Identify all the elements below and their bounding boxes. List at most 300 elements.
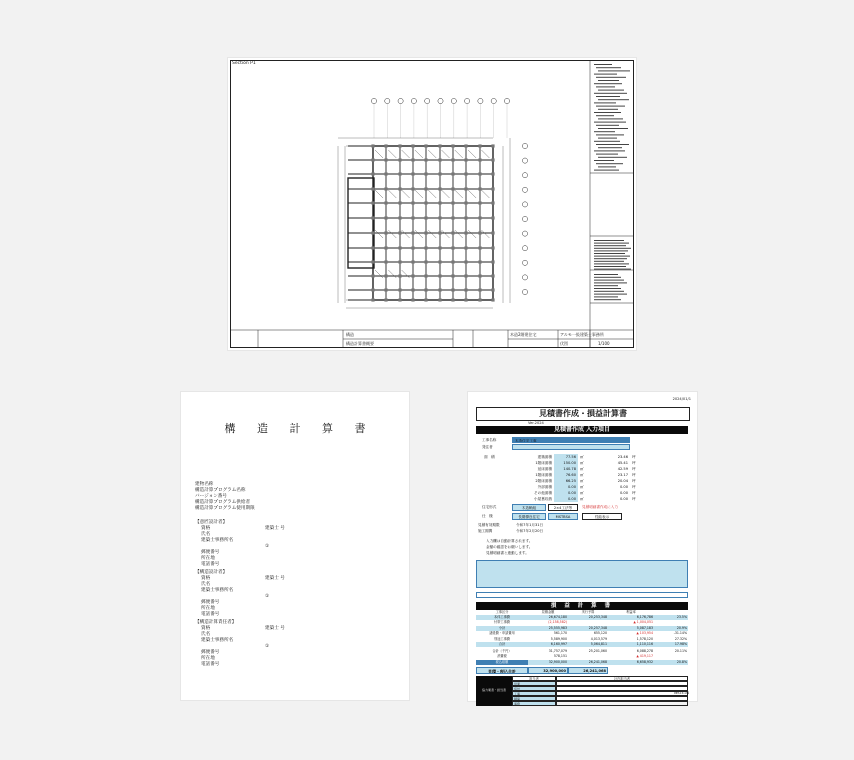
column-mark: [411, 216, 414, 219]
area-unit-m2: ㎡: [580, 461, 584, 465]
column-mark: [398, 231, 401, 234]
summary-row-value: 20,253,348: [568, 615, 608, 620]
column-mark: [384, 187, 387, 190]
column-mark: [478, 288, 481, 291]
area-row-m2: 76.60: [554, 472, 578, 478]
hatch-line: [468, 150, 476, 158]
column-mark: [478, 274, 481, 277]
area-unit-tsubo: 坪: [632, 455, 636, 459]
column-mark: [438, 144, 441, 147]
summary-title: 損 益 計 算 書: [476, 602, 688, 610]
calc-title: 構 造 計 算 書: [224, 422, 375, 435]
column-mark: [411, 260, 414, 263]
column-mark: [438, 158, 441, 161]
floor-plan-graphic: [228, 58, 636, 350]
column-mark: [411, 172, 414, 175]
note-text-line: [594, 102, 616, 103]
calc-section-row: 郵便番号: [201, 600, 220, 605]
note-text-line: [594, 296, 618, 297]
column-mark: [384, 274, 387, 277]
calc-section-heading: 【構造計算責任者】: [195, 620, 237, 625]
column-mark: [478, 246, 481, 249]
title-block-project: 木造2階建住宅: [510, 332, 537, 337]
column-mark: [491, 231, 494, 234]
note-text-line: [598, 99, 629, 100]
note-text-line: [598, 157, 627, 158]
structure-red-note: 見積明細書作成に入力: [582, 505, 618, 509]
note-text-line: [594, 248, 631, 249]
note-text-line: [594, 294, 627, 295]
hatch-line: [481, 150, 489, 158]
note-text-line: [594, 240, 624, 241]
calc-section-row: 電話番号: [201, 562, 220, 567]
column-mark: [411, 158, 414, 161]
column-mark: [464, 246, 467, 249]
summary-row-value: 561,170: [553, 631, 567, 636]
column-mark: [438, 298, 441, 301]
total-row-value: 31,757,079: [548, 649, 567, 653]
column-mark: [438, 231, 441, 234]
column-mark: [451, 201, 454, 204]
area-unit-m2: ㎡: [580, 479, 584, 483]
note-text-line: [594, 258, 627, 259]
column-mark: [424, 172, 427, 175]
note-text-line: [594, 277, 621, 278]
column-mark: [464, 201, 467, 204]
column-mark: [398, 144, 401, 147]
bottom-row: 営業: [512, 681, 556, 686]
column-mark: [384, 246, 387, 249]
summary-row-label: 別途工事費: [494, 636, 510, 641]
area-unit-m2: ㎡: [580, 467, 584, 471]
column-mark: [411, 231, 414, 234]
structural-drawing-sheet[interactable]: [228, 58, 636, 350]
column-mark: [464, 187, 467, 190]
calc-header-line: 構造計算プログラム供給者: [195, 500, 251, 505]
note-text-line: [594, 243, 629, 244]
summary-row-value: ▲ 103,954: [636, 631, 653, 636]
column-mark: [451, 231, 454, 234]
hatch-line: [388, 270, 396, 278]
column-mark: [398, 274, 401, 277]
column-mark: [451, 144, 454, 147]
area-row-name: 建築面積: [537, 455, 552, 459]
calc-section-heading: 【意匠設計者】: [195, 520, 228, 525]
summary-row-value: 5,087,183: [608, 626, 654, 631]
axis-marker-right: [522, 260, 527, 265]
grand-total-a: 32,900,000: [528, 667, 568, 674]
column-mark: [451, 298, 454, 301]
column-mark: [424, 158, 427, 161]
column-mark: [384, 158, 387, 161]
drawing-sheet-label: Section P1: [232, 61, 256, 66]
column-mark: [478, 144, 481, 147]
grand-total-label: 見積・税込合計: [476, 667, 528, 674]
calc-section-row: 資格: [201, 626, 211, 631]
note-text-line: [598, 166, 616, 167]
input-label: 工事名称: [482, 438, 497, 442]
note-text-line: [598, 70, 630, 71]
note-text-line: [594, 112, 621, 113]
column-mark: [384, 260, 387, 263]
estimate-sheet[interactable]: [468, 392, 697, 706]
column-mark: [398, 201, 401, 204]
note-text-line: [594, 93, 627, 94]
column-mark: [438, 187, 441, 190]
area-row-name: 小屋裏収納: [534, 497, 552, 501]
column-mark: [491, 158, 494, 161]
summary-row-value: 1,110,116: [608, 642, 654, 647]
estimate-page-no: 2024/01/1: [672, 397, 691, 401]
summary-row-value: 1,578,120: [636, 636, 653, 641]
summary-row-value: [568, 620, 608, 625]
axis-marker-top: [371, 98, 376, 103]
total-row-label: 合計（千円）: [492, 649, 512, 653]
column-mark: [491, 246, 494, 249]
bottom-row: 積算: [512, 696, 556, 701]
column-mark: [384, 216, 387, 219]
column-mark: [371, 172, 374, 175]
date-value: 令和7年2月20日: [516, 529, 544, 533]
column-mark: [411, 298, 414, 301]
hatch-line: [455, 190, 463, 198]
column-mark: [424, 260, 427, 263]
summary-row-value: 6,176,786: [608, 615, 654, 620]
column-mark: [411, 274, 414, 277]
column-mark: [464, 172, 467, 175]
column-mark: [398, 246, 401, 249]
hatch-line: [428, 150, 436, 158]
summary-row-label: 合計: [476, 642, 528, 647]
note-text-line: [596, 163, 623, 164]
hatch-line: [468, 230, 476, 238]
note-text-line: [594, 266, 626, 267]
total-row-label: 税込総額: [476, 660, 528, 665]
note-text-line: [596, 144, 629, 145]
column-mark: [384, 172, 387, 175]
hatch-line: [415, 190, 423, 198]
column-mark: [464, 260, 467, 263]
calc-section-row: 氏名: [201, 532, 211, 537]
note-text-line: [596, 86, 615, 87]
column-mark: [478, 216, 481, 219]
summary-row-value: 25,555,983: [528, 626, 568, 631]
note-text-line: [596, 77, 626, 78]
title-block-scale: 1/100: [598, 341, 610, 346]
title-block-company: アルモ一級建築士事務所: [560, 332, 604, 337]
column-mark: [451, 172, 454, 175]
area-row-m2: 66.25: [554, 478, 578, 484]
calc-section-row: 建築士事務所名: [201, 588, 234, 593]
total-row-value: [568, 654, 608, 659]
note-text-line: [594, 160, 614, 161]
area-unit-tsubo: 坪: [632, 479, 636, 483]
calc-section-row: 所在地: [201, 606, 215, 611]
hatch-line: [375, 230, 383, 238]
calc-header-line: 建物名称: [195, 482, 214, 487]
column-mark: [424, 246, 427, 249]
estimate-footer: Ver24.04: [673, 691, 689, 695]
note-text-line: [594, 269, 631, 270]
axis-marker-right: [522, 187, 527, 192]
hatch-line: [375, 190, 383, 198]
note-text-line: [598, 90, 624, 91]
axis-marker-right: [522, 143, 527, 148]
summary-row-value: 655,120: [593, 631, 607, 636]
column-mark: [398, 298, 401, 301]
hatch-line: [428, 190, 436, 198]
summary-row-label: 諸経費・申請費用: [489, 631, 515, 636]
column-mark: [371, 201, 374, 204]
note-text-line: [594, 288, 621, 289]
column-mark: [411, 201, 414, 204]
note-text-line: [594, 253, 625, 254]
bottom-col2: 社内担当者: [556, 676, 688, 681]
axis-marker-right: [522, 275, 527, 280]
column-mark: [398, 187, 401, 190]
note-text-line: [596, 125, 619, 126]
summary-row-value: (2,158,582): [548, 620, 567, 625]
area-row-tsubo: 0.00: [619, 491, 628, 495]
column-mark: [384, 231, 387, 234]
column-mark: [464, 288, 467, 291]
column-mark: [411, 187, 414, 190]
column-mark: [411, 288, 414, 291]
column-mark: [451, 274, 454, 277]
note-text-line: [596, 67, 621, 68]
area-row-m2: 140.78: [554, 466, 578, 472]
column-mark: [478, 298, 481, 301]
title-block-cell1: 構造: [346, 332, 354, 337]
axis-marker-top: [478, 98, 483, 103]
calc-header-line: 構造計算プログラム名称: [195, 488, 246, 493]
area-unit-tsubo: 坪: [632, 497, 636, 501]
column-mark: [371, 231, 374, 234]
note-line: 入力欄は自動計算されます。: [486, 539, 533, 543]
column-mark: [438, 172, 441, 175]
summary-row-value: 5,064,811: [568, 642, 608, 647]
note-text-line: [598, 109, 618, 110]
summary-note-bar: [476, 592, 688, 598]
column-mark: [384, 298, 387, 301]
summary-row-value: -31.14%: [673, 631, 687, 636]
summary-header: 見積金額: [541, 610, 555, 614]
summary-row-value: 4,013,579: [590, 636, 607, 641]
axis-marker-top: [425, 98, 430, 103]
spec-note: 性能表示: [582, 513, 622, 520]
note-text-line: [596, 106, 625, 107]
axis-marker-right: [522, 202, 527, 207]
summary-row-value: 20,257,348: [568, 626, 608, 631]
column-mark: [424, 231, 427, 234]
hatch-line: [481, 230, 489, 238]
column-mark: [371, 216, 374, 219]
estimate-version: Ver.2024: [528, 421, 544, 425]
hatch-line: [402, 190, 410, 198]
column-mark: [491, 172, 494, 175]
column-mark: [438, 288, 441, 291]
column-mark: [464, 158, 467, 161]
axis-marker-top: [438, 98, 443, 103]
area-row-name: 外部面積: [537, 485, 552, 489]
axis-marker-right: [522, 216, 527, 221]
column-mark: [464, 298, 467, 301]
note-text-line: [598, 128, 628, 129]
hatch-line: [375, 150, 383, 158]
area-row-tsubo: 45.41: [617, 461, 628, 465]
grand-total-b: 26,241,068: [568, 667, 608, 674]
area-label: 面 積: [484, 455, 495, 459]
column-mark: [464, 216, 467, 219]
bottom-title: 協力業者・担当者: [481, 688, 506, 692]
column-mark: [491, 144, 494, 147]
summary-row-value: 26,674,180: [528, 615, 568, 620]
summary-row-value: 17.98%: [654, 642, 688, 647]
total-row-value: 578,151: [553, 654, 567, 659]
note-text-line: [594, 122, 626, 123]
column-mark: [371, 158, 374, 161]
axis-marker-right: [522, 158, 527, 163]
axis-marker-top: [451, 98, 456, 103]
column-mark: [451, 260, 454, 263]
calc-header-line: 構造計算プログラム使用期限: [195, 506, 255, 511]
axis-marker-top: [398, 98, 403, 103]
hatch-line: [415, 150, 423, 158]
estimate-sub-title: 見積書作成 入力項目: [476, 426, 688, 434]
hatch-line: [455, 150, 463, 158]
area-row-name: その他面積: [534, 491, 552, 495]
area-row-tsubo: 0.00: [619, 485, 628, 489]
calc-header-block: [195, 482, 255, 512]
summary-row-value: 23.5%: [654, 615, 688, 620]
structure-label: 住宅形式: [482, 505, 497, 509]
calc-section-row: 郵便番号: [201, 650, 220, 655]
note-text-line: [598, 80, 619, 81]
calc-section-tag: 建築士 号: [265, 626, 285, 631]
note-text-line: [594, 83, 622, 84]
area-unit-tsubo: 坪: [632, 485, 636, 489]
summary-header: 利益率: [626, 610, 636, 614]
column-mark: [451, 288, 454, 291]
bottom-row: 事務: [512, 701, 556, 706]
summary-row-label: 付帯工事費: [494, 620, 510, 625]
note-text-line: [594, 263, 629, 264]
column-mark: [464, 274, 467, 277]
column-mark: [371, 274, 374, 277]
axis-marker-top: [504, 98, 509, 103]
note-text-line: [594, 150, 625, 151]
total-row-value: 6,658,932: [608, 660, 654, 665]
calc-section-row: 建築士事務所名: [201, 538, 234, 543]
note-text-line: [594, 282, 627, 283]
structure-tag: 2×4工法等: [548, 504, 578, 511]
estimate-main-title: 見積書作成・損益計算書: [476, 407, 690, 421]
calc-header-line: バージョン番号: [195, 494, 227, 499]
column-mark: [464, 231, 467, 234]
column-mark: [438, 216, 441, 219]
column-mark: [451, 246, 454, 249]
column-mark: [478, 260, 481, 263]
column-mark: [451, 187, 454, 190]
column-mark: [424, 201, 427, 204]
note-text-line: [594, 261, 624, 262]
input-value: [512, 444, 630, 450]
total-row-value: 32,900,000: [528, 660, 568, 665]
axis-marker-top: [491, 98, 496, 103]
hatch-line: [388, 190, 396, 198]
title-block-cell2: 構造計算書概要: [346, 341, 374, 346]
column-mark: [371, 288, 374, 291]
note-text-line: [594, 245, 626, 246]
structural-calculation-sheet[interactable]: [181, 392, 409, 700]
axis-marker-top: [411, 98, 416, 103]
area-row-m2: 150.00: [554, 460, 578, 466]
calc-section-tag: 建築士 号: [265, 576, 285, 581]
column-mark: [478, 172, 481, 175]
column-mark: [424, 144, 427, 147]
hatch-line: [402, 150, 410, 158]
summary-row-value: 6,160,997: [528, 642, 568, 647]
area-row-m2: 0.00: [554, 484, 578, 490]
column-mark: [491, 201, 494, 204]
area-row-tsubo: 23.17: [617, 473, 628, 477]
area-row-name: 1階床面積: [535, 473, 552, 477]
calc-section-row: 氏名: [201, 632, 211, 637]
column-mark: [384, 144, 387, 147]
axis-marker-right: [522, 246, 527, 251]
note-line: 見積明細書と連動します。: [486, 551, 529, 555]
column-mark: [424, 216, 427, 219]
hatch-line: [442, 190, 450, 198]
column-mark: [491, 298, 494, 301]
column-mark: [371, 144, 374, 147]
column-mark: [491, 274, 494, 277]
summary-header: 実行予算: [581, 610, 595, 614]
area-unit-tsubo: 坪: [632, 461, 636, 465]
note-text-line: [598, 147, 622, 148]
structure-value: 木造軸組: [512, 504, 546, 511]
total-row-value: [654, 654, 688, 659]
note-line: 金額の確認をお願いします。: [486, 545, 533, 549]
bottom-row: 設計: [512, 686, 556, 691]
hatch-line: [455, 230, 463, 238]
column-mark: [371, 260, 374, 263]
column-mark: [424, 288, 427, 291]
summary-header: 工事区分: [495, 610, 509, 614]
area-row-m2: 0.00: [554, 490, 578, 496]
summary-row-label: 小計: [476, 626, 528, 631]
note-text-line: [598, 138, 617, 139]
column-mark: [371, 187, 374, 190]
note-text-line: [594, 74, 617, 75]
note-text-line: [594, 170, 619, 171]
building-wing: [348, 178, 374, 268]
spec-value: 長期優良住宅: [512, 513, 546, 520]
note-text-line: [598, 118, 623, 119]
summary-row-value: [654, 620, 688, 625]
total-row-value: 20.8%: [654, 660, 688, 665]
area-row-tsubo: 42.59: [617, 467, 628, 471]
total-row-label: 消費税: [497, 654, 507, 659]
building-outline: [373, 146, 493, 300]
column-mark: [478, 187, 481, 190]
calc-section-row: 資格: [201, 526, 211, 531]
area-row-tsubo: 0.00: [619, 497, 628, 501]
calc-section-tag: 建築士 号: [265, 526, 285, 531]
axis-marker-right: [522, 231, 527, 236]
calc-section-row: 所在地: [201, 656, 215, 661]
column-mark: [411, 144, 414, 147]
